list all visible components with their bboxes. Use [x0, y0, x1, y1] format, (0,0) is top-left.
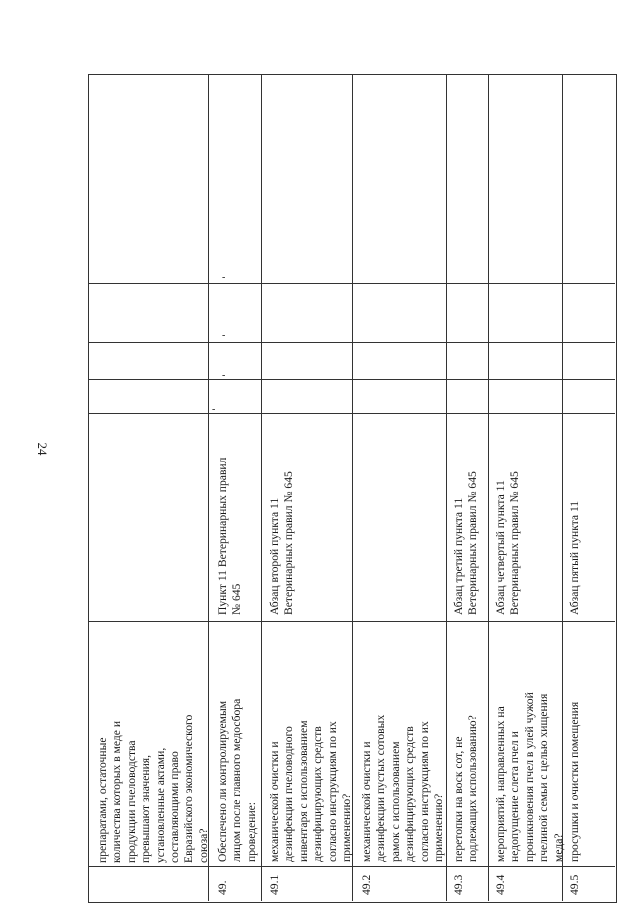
page-number: 24: [35, 442, 50, 456]
row-number: 49.4: [494, 874, 507, 895]
column-divider: [88, 379, 615, 380]
legal-reference: Абзац четвертый пункта 11 Ветеринарных правил № 645: [494, 471, 522, 615]
row-divider: [488, 74, 489, 901]
dash-mark: -: [222, 330, 226, 341]
question-text: перетопки на воск сот, не подлежащих использованию?: [452, 715, 480, 862]
row-number: 49.1: [268, 874, 281, 895]
dash-mark: -: [222, 370, 226, 381]
question-text: Обеспечено ли контролируемым лицом после главного медосбора проведение:: [216, 698, 258, 862]
question-text: препаратами, остаточные количества которых в меде и продукции пчеловодства превышают значения, установленные актами, составляющими право Евразийского экономического союза?: [96, 714, 210, 863]
row-number: 49.: [216, 880, 229, 895]
row-number: 49.3: [452, 874, 465, 895]
legal-reference: Абзац третий пункта 11 Ветеринарных правил № 645: [452, 471, 480, 615]
row-number: 49.2: [360, 874, 373, 895]
dash-mark: -: [212, 404, 216, 415]
legal-reference: Абзац пятый пункта 11: [568, 500, 581, 615]
column-divider: [88, 342, 615, 343]
question-text: механической очистки и дезинфекции пустых сотовых рамок с использованием дезинфицирующих средств согласно инструкциям по их применению?: [360, 714, 446, 862]
column-divider: [88, 413, 615, 414]
question-text: мероприятий, направленных на недопущение слета пчел и проникновения пчел в улей чужой пчелиной семьи с целью хищения меда?: [494, 692, 565, 862]
row-number: 49.5: [568, 874, 581, 895]
column-divider: [88, 866, 615, 867]
row-divider: [261, 74, 262, 901]
legal-reference: Абзац второй пункта 11 Ветеринарных правил № 645: [268, 471, 296, 615]
dash-mark: -: [222, 272, 226, 283]
question-text: просушки и очистки помещения: [568, 701, 581, 862]
column-divider: [88, 283, 615, 284]
question-text: механической очистки и дезинфекции пчеловодного инвентаря с использованием дезинфицирующих средств согласно инструкциям по их применению?: [268, 720, 354, 862]
legal-reference: Пункт 11 Ветеринарных правил № 645: [216, 457, 244, 615]
